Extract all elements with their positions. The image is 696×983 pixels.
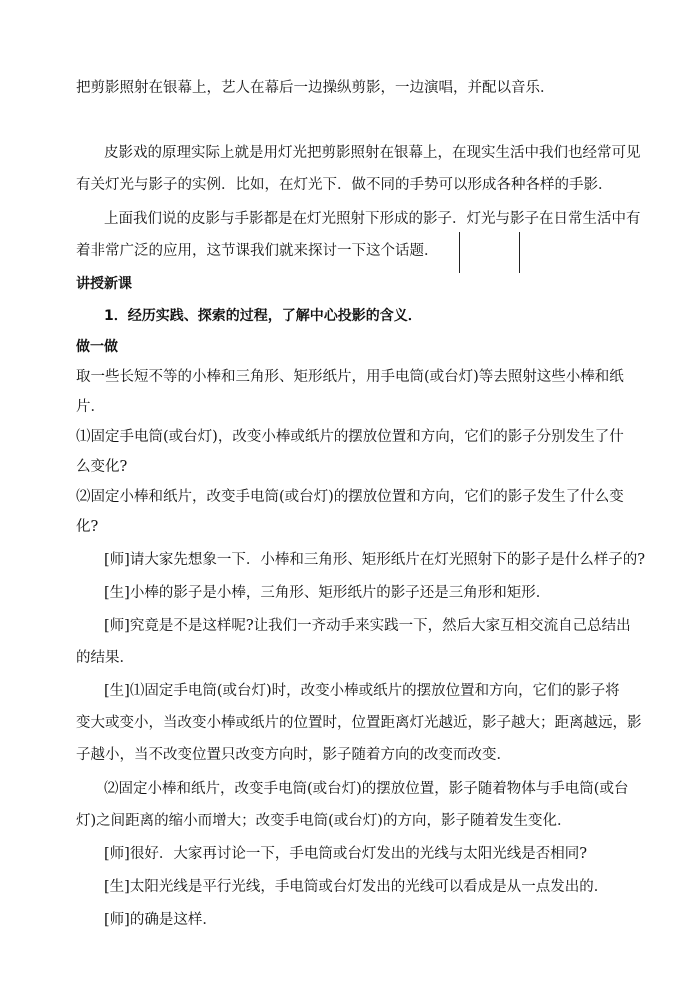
divider-line [459,232,460,273]
dialogue-line: [师]请大家先想象一下．小棒和三角形、矩形纸片在灯光照射下的影子是什么样子的? [104,552,646,568]
paragraph-line: 上面我们说的皮影与手影都是在灯光照射下形成的影子．灯光与影子在日常生活中有 [104,211,641,227]
paragraph-line: 有关灯光与影子的实例．比如，在灯光下．做不同的手势可以形成各种各样的手影． [76,177,613,193]
paragraph-line: 取一些长短不等的小棒和三角形、矩形纸片，用手电筒(或台灯)等去照射这些小棒和纸 [76,369,624,385]
dialogue-line: [生]太阳光线是平行光线，手电筒或台灯发出的光线可以看成是从一点发出的． [104,879,609,895]
dialogue-line: [师]究竟是不是这样呢?让我们一齐动手来实践一下，然后大家互相交流自己总结出 [104,618,631,634]
paragraph-line: ⑵固定小棒和纸片，改变手电筒(或台灯)的摆放位置和方向，它们的影子发生了什么变 [76,489,624,505]
paragraph-line: 么变化? [76,459,128,475]
subsection-heading: 1．经历实践、探索的过程，了解中心投影的含义． [104,308,422,324]
dialogue-line: [师]的确是这样． [104,912,217,928]
paragraph-line: 把剪影照射在银幕上，艺人在幕后一边操纵剪影，一边演唱，并配以音乐． [76,80,555,96]
dialogue-line: ⑵固定小棒和纸片，改变手电筒(或台灯)的摆放位置，影子随着物体与手电筒(或台 [104,781,629,797]
paragraph-line: 化? [76,519,99,535]
dialogue-line: 子越小，当不改变位置只改变方向时，影子随着方向的改变而改变． [76,747,511,763]
dialogue-line: 灯)之间距离的缩小而增大；改变手电筒(或台灯)的方向，影子随着发生变化． [76,813,572,829]
dialogue-line: [生]⑴固定手电筒(或台灯)时，改变小棒或纸片的摆放位置和方向，它们的影子将 [104,683,620,699]
dialogue-line: [师]很好．大家再讨论一下，手电筒或台灯发出的光线与太阳光线是否相同? [104,846,588,862]
dialogue-line: 变大或变小，当改变小棒或纸片的位置时，位置距离灯光越近，影子越大；距离越远，影 [76,715,642,731]
paragraph-line: 片． [76,399,105,415]
section-heading: 讲授新课 [76,276,132,292]
paragraph-line: ⑴固定手电筒(或台灯)，改变小棒或纸片的摆放位置和方向，它们的影子分别发生了什 [76,429,624,445]
paragraph-line: 皮影戏的原理实际上就是用灯光把剪影照射在银幕上，在现实生活中我们也经常可见 [104,145,641,161]
paragraph-line: 着非常广泛的应用，这节课我们就来探讨一下这个话题． [76,243,439,259]
dialogue-line: 的结果． [76,650,134,666]
divider-line [519,232,520,273]
activity-heading: 做一做 [76,339,118,355]
dialogue-line: [生]小棒的影子是小棒，三角形、矩形纸片的影子还是三角形和矩形． [104,585,551,601]
